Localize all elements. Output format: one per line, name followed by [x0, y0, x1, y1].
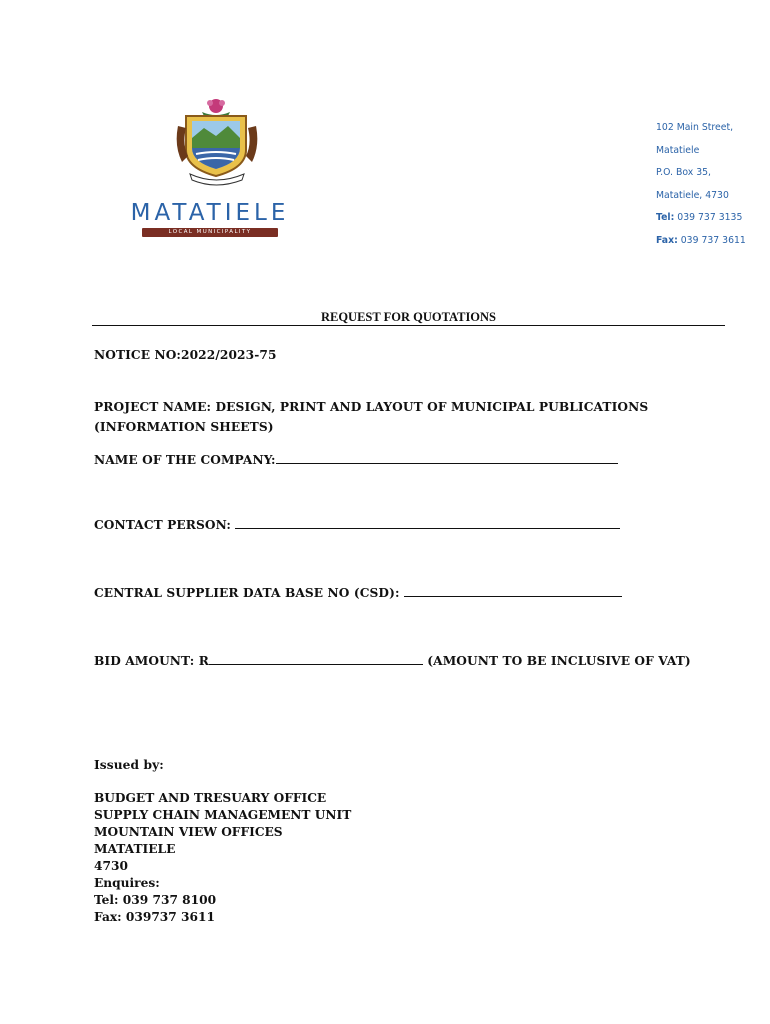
- contact-person-blank: [235, 518, 620, 529]
- municipality-logo: [104, 96, 314, 246]
- contact-person-label: CONTACT PERSON:: [94, 518, 236, 532]
- issuer-block: [94, 790, 351, 926]
- address-line: P.O. Box 35,: [656, 167, 711, 178]
- logo-wordmark: MATATIELE: [130, 200, 290, 226]
- company-name-label: NAME OF THE COMPANY:: [94, 453, 276, 467]
- bid-amount-note: (AMOUNT TO BE INCLUSIVE OF VAT): [422, 654, 691, 668]
- fax-value: 039 737 3611: [680, 234, 746, 246]
- issuer-line: BUDGET AND TRESUARY OFFICE: [94, 791, 327, 805]
- project-name-line2: (INFORMATION SHEETS): [94, 420, 274, 434]
- tel-line: [656, 211, 766, 234]
- address-line: Matatiele: [656, 144, 700, 156]
- issuer-line: MOUNTAIN VIEW OFFICES: [94, 825, 283, 839]
- fax-line: [656, 234, 766, 257]
- document-title: REQUEST FOR QUOTATIONS: [320, 310, 497, 324]
- csd-label: CENTRAL SUPPLIER DATA BASE NO (CSD):: [94, 586, 404, 600]
- issued-by-label: Issued by:: [94, 758, 164, 772]
- address-line: Matatiele, 4730: [656, 189, 729, 201]
- project-name-line1: PROJECT NAME: DESIGN, PRINT AND LAYOUT OF MUNICIPAL PUBLICATIONS: [94, 400, 649, 414]
- address-block: [656, 121, 766, 256]
- logo-tagline: LOCAL MUNICIPALITY: [142, 228, 278, 237]
- csd-blank: [404, 586, 622, 597]
- csd-field: [94, 586, 622, 600]
- issuer-line: MATATIELE: [94, 842, 176, 856]
- tel-label: Tel:: [656, 212, 675, 223]
- contact-person-field: [94, 518, 620, 532]
- issuer-line: Tel: 039 737 8100: [94, 893, 217, 907]
- bid-amount-field: [94, 654, 691, 668]
- fax-label: Fax:: [656, 234, 678, 246]
- bid-amount-blank: [209, 654, 423, 665]
- coat-of-arms-icon: [172, 96, 262, 188]
- title-rule: [92, 325, 725, 326]
- notice-number: NOTICE NO:2022/2023-75: [94, 348, 277, 362]
- issuer-line: 4730: [94, 859, 128, 873]
- company-name-blank: [276, 453, 618, 464]
- issuer-line: Enquires:: [94, 876, 160, 890]
- issuer-line: Fax: 039737 3611: [94, 910, 215, 924]
- issuer-line: SUPPLY CHAIN MANAGEMENT UNIT: [94, 808, 352, 822]
- address-line: 102 Main Street,: [656, 122, 734, 133]
- tel-value: 039 737 3135: [677, 212, 743, 223]
- bid-amount-label: BID AMOUNT: R: [94, 654, 209, 668]
- company-name-field: [94, 453, 618, 467]
